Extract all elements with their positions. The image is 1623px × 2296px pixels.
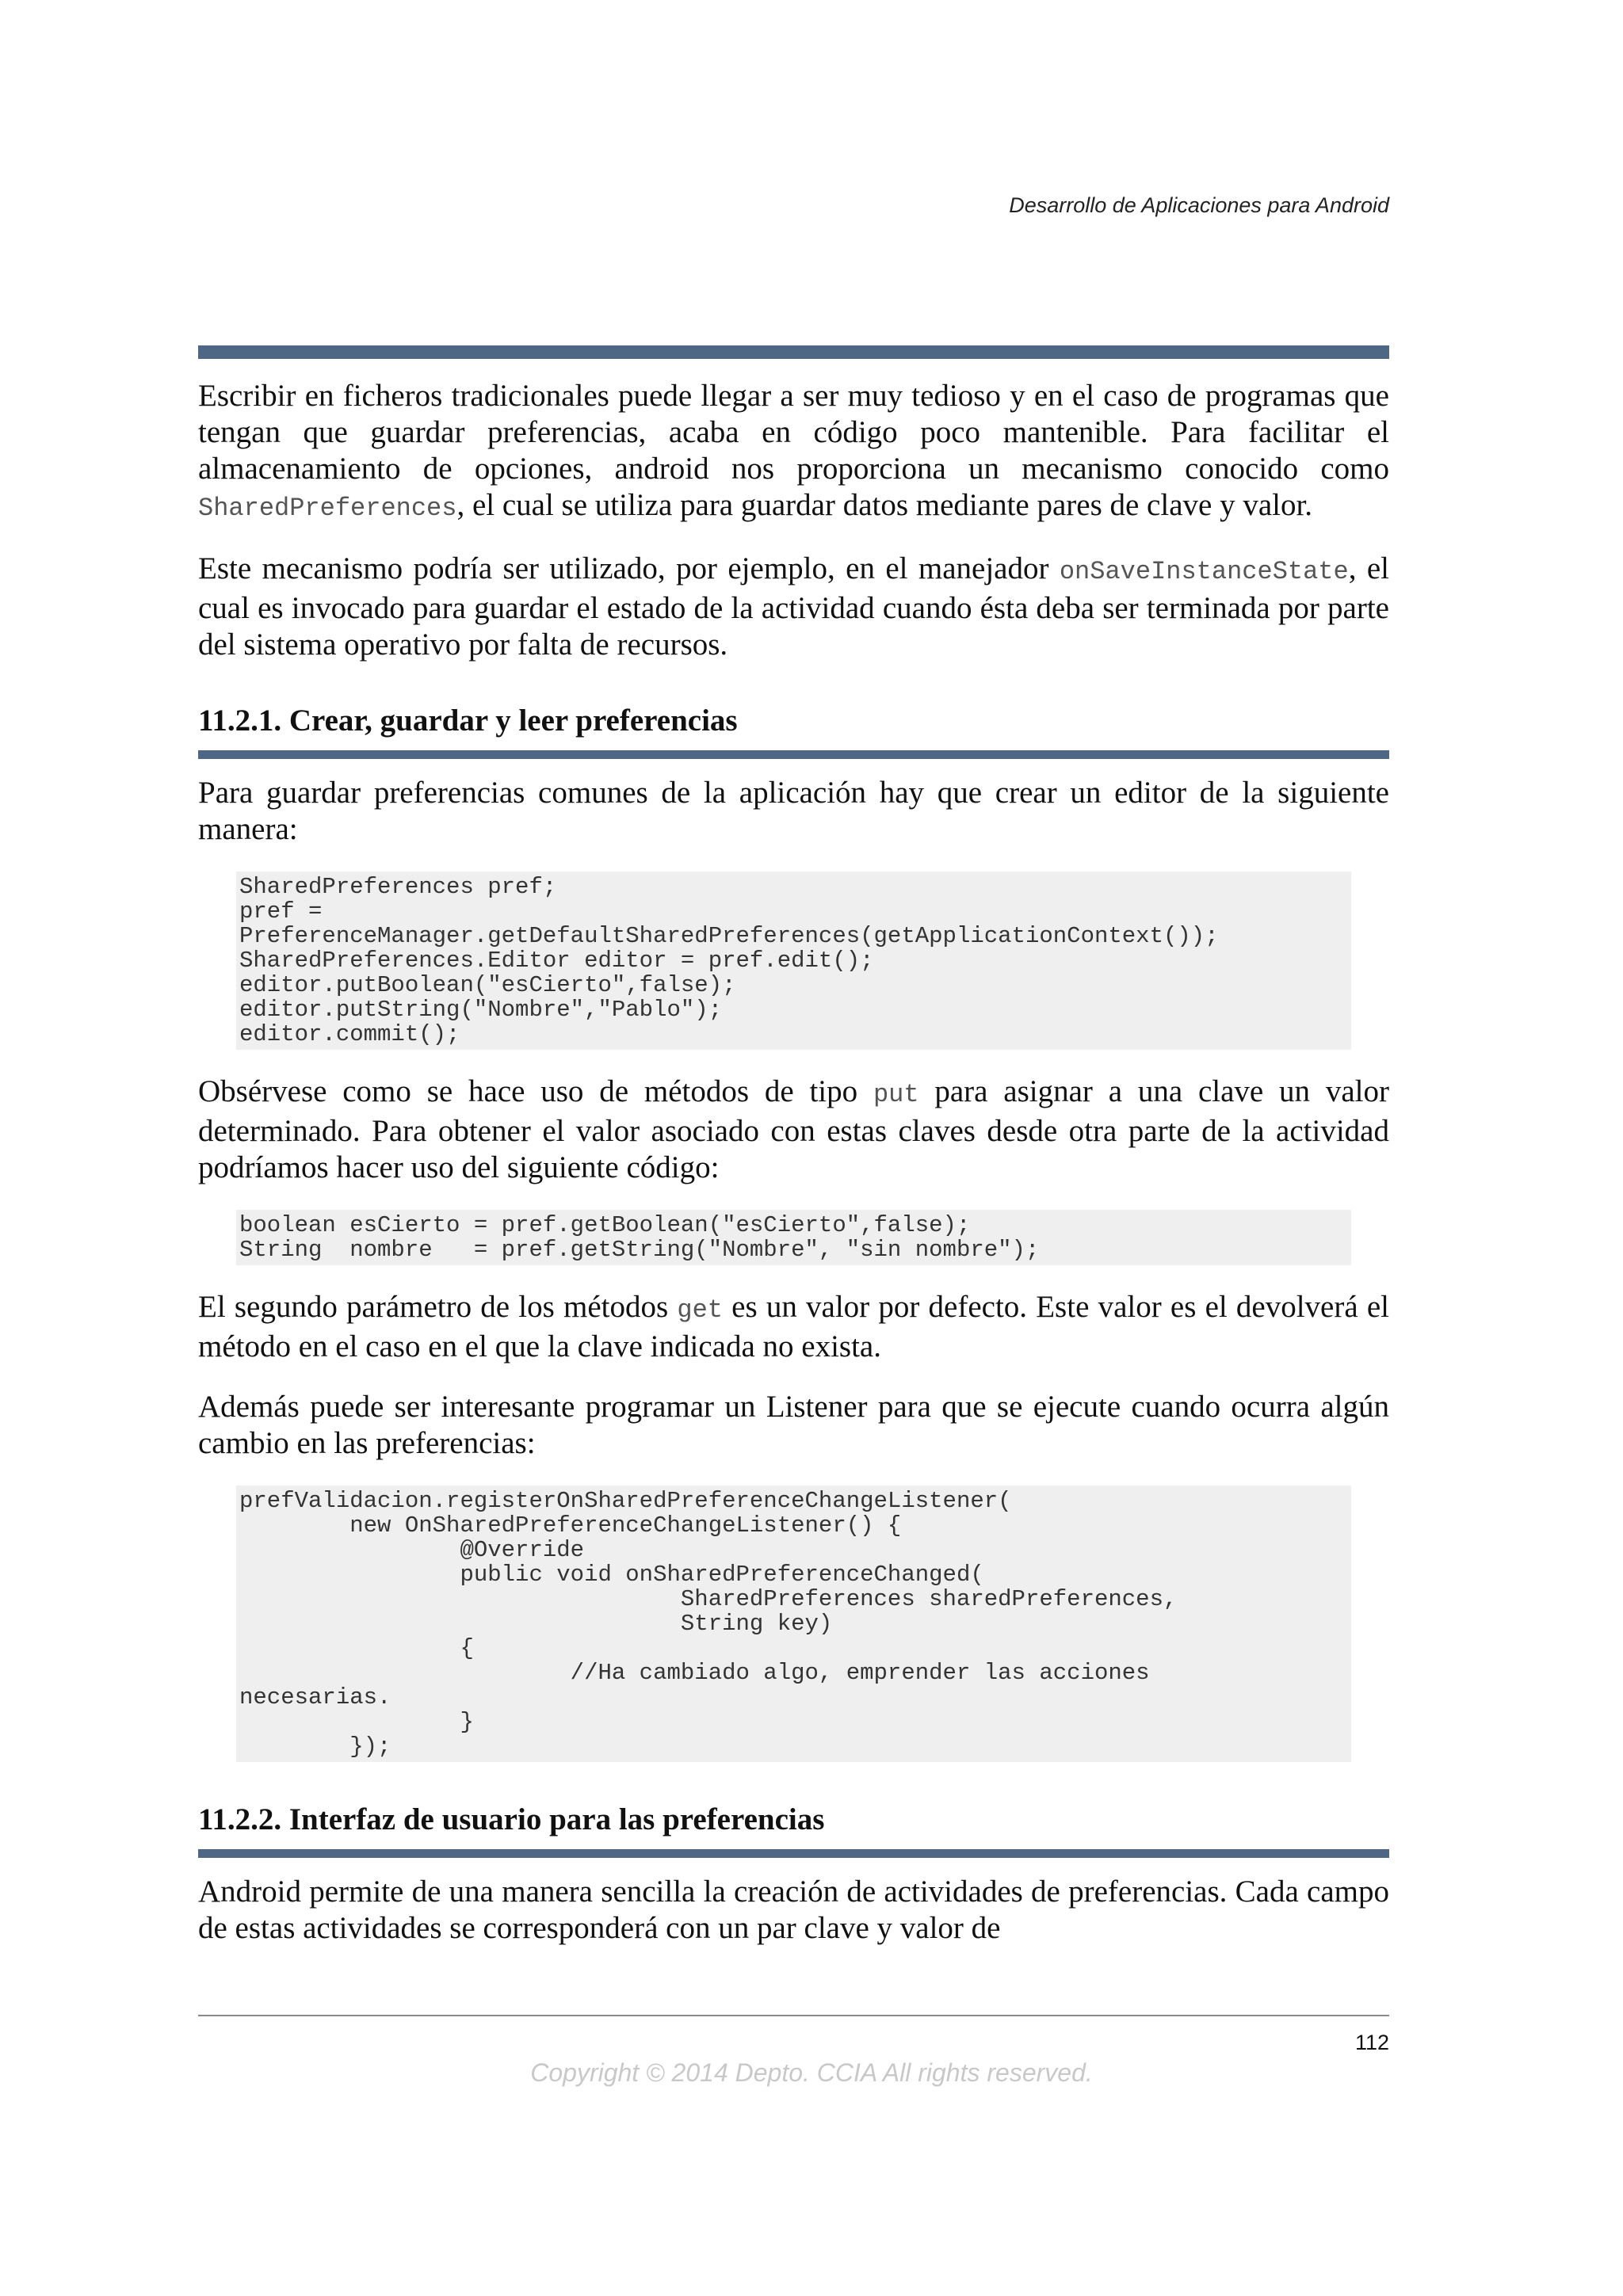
- section-1-paragraph-3-text-b: es un valor por defecto. Este valor es el devolverá el método en el caso en el que la clave indicada no exista.: [198, 1290, 1390, 1363]
- intro-paragraph-1-text-b: , el cual se utiliza para guardar datos mediante pares de clave y valor.: [456, 488, 1313, 522]
- section-1-paragraph-4: Además puede ser interesante programar un Listener para que se ejecute cuando ocurra algún cambio en las preferencias:: [198, 1390, 1389, 1460]
- section-2-divider: [198, 1849, 1389, 1858]
- section-1-paragraph-2: [198, 1074, 1389, 1186]
- code-block-create-preferences: SharedPreferences pref; pref = PreferenceManager.getDefaultSharedPreferences(getApplicationContext()); SharedPreferences.Editor editor = pref.edit(); editor.putBoolean("esCierto",false); editor.putString("Nombre","Pablo"); editor.commit();: [236, 871, 1351, 1050]
- intro-paragraph-2: [198, 551, 1389, 663]
- section-1-paragraph-3-text-a: El segundo parámetro de los métodos: [198, 1290, 678, 1324]
- intro-paragraph-2-text-a: Este mecanismo podría ser utilizado, por ejemplo, en el manejador: [198, 551, 1060, 585]
- code-block-read-preferences: boolean esCierto = pref.getBoolean("esCierto",false); String nombre = pref.getString("Nombre", "sin nombre");: [236, 1210, 1351, 1265]
- top-divider: [198, 345, 1389, 359]
- section-heading-2: 11.2.2. Interfaz de usuario para las preferencias: [198, 1802, 825, 1836]
- inline-code-sharedpreferences: SharedPreferences: [198, 494, 457, 523]
- intro-paragraph-1-text-a: Escribir en ficheros tradicionales puede llegar a ser muy tedioso y en el caso de programas que tengan que guardar preferencias, acaba en código poco mantenible. Para facilitar el almacenamiento de opciones, android nos proporciona un mecanismo conocido como: [198, 379, 1389, 486]
- inline-code-get: get: [677, 1295, 723, 1325]
- inline-code-onsaveinstancestate: onSaveInstanceState: [1059, 557, 1349, 586]
- page-content: [198, 345, 1389, 1970]
- code-block-listener: prefValidacion.registerOnSharedPreferenceChangeListener( new OnSharedPreferenceChangeListener() { @Override public void onSharedPreferenceChanged( SharedPreferences sharedPreferences, String key) { //Ha cambiado algo, emprender las acciones necesarias. } });: [236, 1486, 1351, 1762]
- running-header: Desarrollo de Aplicaciones para Android: [1009, 193, 1389, 217]
- section-1-paragraph-2-text-a: Obsérvese como se hace uso de métodos de tipo: [198, 1074, 873, 1108]
- inline-code-put: put: [873, 1080, 919, 1109]
- section-1-paragraph-3: [198, 1289, 1389, 1365]
- section-2-paragraph-1: Android permite de una manera sencilla la creación de actividades de preferencias. Cada campo de estas actividades se corresponderá con un par clave y valor de: [198, 1875, 1389, 1945]
- intro-paragraph-1: [198, 378, 1389, 527]
- section-1-paragraph-1: Para guardar preferencias comunes de la aplicación hay que crear un editor de la siguiente manera:: [198, 776, 1389, 846]
- intro-paragraph-2-text-b: , el cual es invocado para guardar el estado de la actividad cuando ésta deba ser terminada por parte del sistema operativo por falta de recursos.: [198, 551, 1389, 662]
- section-heading-1: 11.2.1. Crear, guardar y leer preferencias: [198, 704, 738, 738]
- page-number: 112: [1354, 2031, 1389, 2054]
- section-1-divider: [198, 750, 1389, 759]
- section-1-paragraph-2-text-b: para asignar a una clave un valor determinado. Para obtener el valor asociado con estas claves desde otra parte de la actividad podríamos hacer uso del siguiente código:: [198, 1074, 1389, 1184]
- footer-divider: [198, 2015, 1389, 2016]
- copyright-notice: Copyright © 2014 Depto. CCIA All rights reserved.: [530, 2058, 1093, 2087]
